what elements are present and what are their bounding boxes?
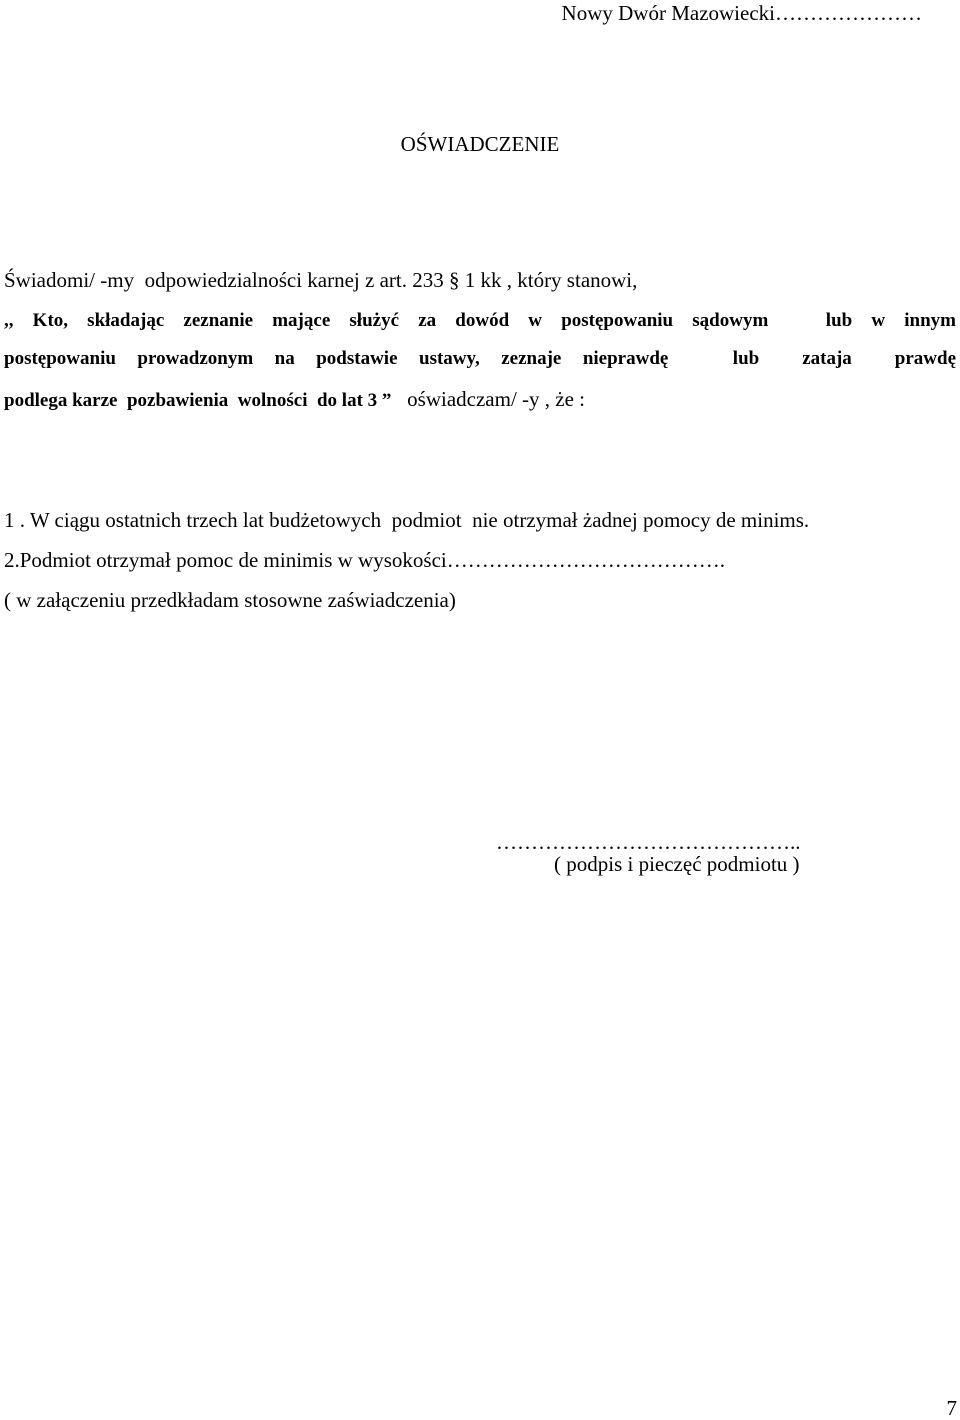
intro-text: Świadomi/ -my odpowiedzialności karnej z art. 233 § 1 kk , który stanowi, [4,268,638,292]
signature-label: ( podpis i pieczęć podmiotu ) [554,852,800,876]
page-number: 7 [946,1396,957,1420]
quote-line-3 [4,387,585,413]
declaration-item-1: 1 . W ciągu ostatnich trzech lat budżetowych podmiot nie otrzymał żadnej pomocy de minims. [4,508,810,532]
quote-line-1: ,, Kto, składając zeznanie mające służyć za dowód w postępowaniu sądowym lub w innym [4,310,956,331]
declaration-tail: oświadczam/ -y , że : [391,387,585,411]
signature-line: …………………………………….. [496,830,801,854]
place-header: Nowy Dwór Mazowiecki………………… [561,1,922,25]
quote-line-2: postępowaniu prowadzonym na podstawie ustawy, zeznaje nieprawdę lub zataja prawdę [4,348,956,369]
declaration-item-2: 2.Podmiot otrzymał pomoc de minimis w wysokości…………………………………. [4,548,725,572]
quote-line-3-text: podlega karze pozbawienia wolności do lat 3 ” [4,390,392,411]
document-title: OŚWIADCZENIE [400,132,560,156]
declaration-item-3: ( w załączeniu przedkładam stosowne zaświadczenia) [4,588,456,612]
